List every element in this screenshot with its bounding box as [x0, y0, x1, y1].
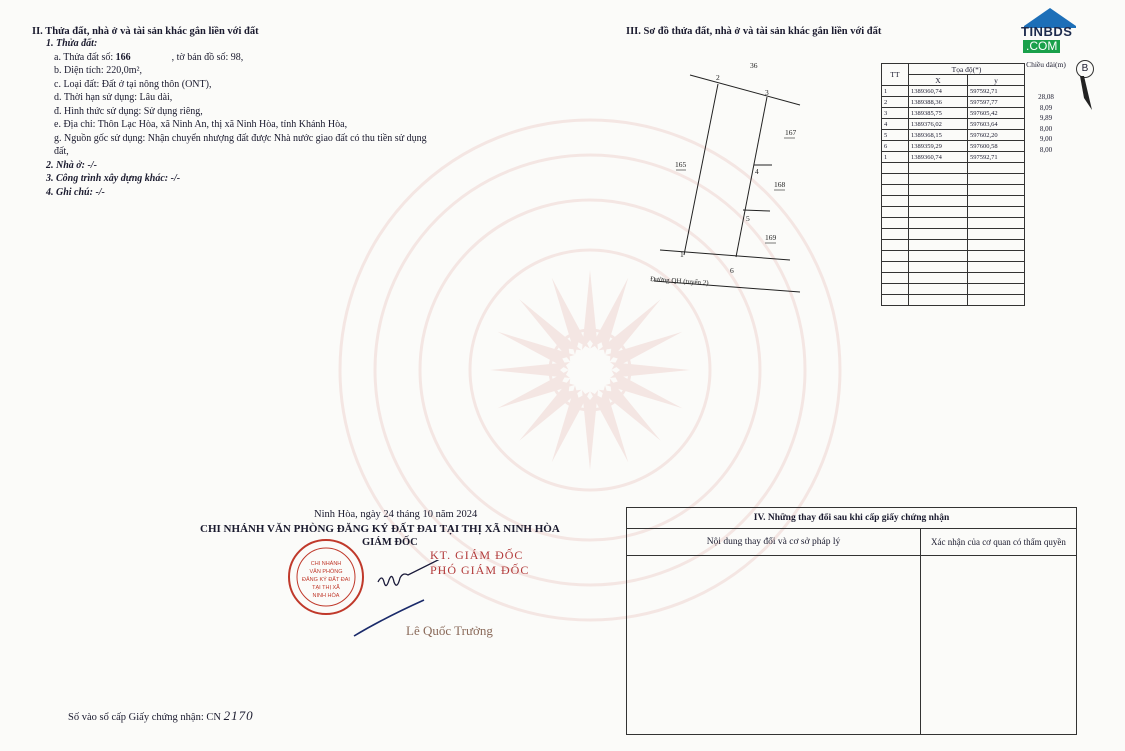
length-value: 9,89	[1039, 114, 1053, 122]
neighbor-label: 169	[765, 233, 777, 242]
neighbor-label: 168	[774, 180, 786, 189]
table-row: 1 1389360,74 597592,71	[882, 86, 1025, 97]
origin-line-cont: đất,	[54, 146, 69, 157]
changes-table	[626, 507, 1077, 735]
changes-content-cell	[627, 556, 921, 735]
table-row	[882, 273, 1025, 284]
notes-line: 4. Ghi chú: -/-	[46, 186, 105, 198]
table-row	[882, 196, 1025, 207]
registry-label: Số vào sổ cấp Giấy chứng nhận: CN	[68, 712, 221, 723]
table-row	[882, 251, 1025, 262]
table-row	[882, 262, 1025, 273]
table-row	[882, 207, 1025, 218]
director-title: GIÁM ĐỐC	[362, 537, 418, 548]
land-heading: 1. Thửa đất:	[46, 38, 98, 49]
term-line: d. Thời hạn sử dụng: Lâu dài,	[54, 92, 173, 103]
section-4-title: IV. Những thay đổi sau khi cấp giấy chứng nhận	[627, 508, 1077, 529]
length-value: 8,09	[1039, 103, 1053, 112]
point-label: 2	[716, 73, 720, 82]
deputy-director-stamp: PHÓ GIÁM ĐỐC	[430, 563, 530, 577]
road-label: Đường QH (tuyến 2)	[650, 275, 709, 288]
table-row	[882, 174, 1025, 185]
col-y: y	[968, 75, 1025, 86]
logo-domain: .COM	[1023, 40, 1060, 53]
parcel-number: 166	[115, 51, 131, 63]
registry-number: 2170	[223, 708, 254, 723]
table-row: 4 1389376,02 597603,64	[882, 119, 1025, 130]
parcel-sketch	[650, 60, 850, 300]
neighbor-label: 165	[675, 160, 687, 169]
table-row	[882, 295, 1025, 306]
changes-col-content: Nội dung thay đổi và cơ sở pháp lý	[627, 529, 921, 556]
coord-header: Tọa độ(*)	[909, 64, 1025, 75]
table-row: 2 1389388,36 597597,77	[882, 97, 1025, 108]
corner-arrow-icon	[1076, 76, 1096, 112]
neighbor-label: 36	[750, 61, 758, 70]
usage-form-line: đ. Hình thức sử dụng: Sử dụng riêng,	[54, 105, 203, 117]
length-value: 9,00	[1039, 135, 1053, 143]
col-x: X	[909, 75, 968, 86]
table-row	[882, 185, 1025, 196]
changes-col-confirm: Xác nhận của cơ quan có thẩm quyền	[920, 529, 1076, 556]
neighbor-label: 167	[785, 128, 797, 137]
table-row	[882, 229, 1025, 240]
col-tt: TT	[882, 64, 909, 86]
coordinate-table	[881, 63, 1025, 306]
point-label: 1	[680, 250, 684, 259]
length-value: 8,00	[1039, 124, 1053, 133]
place-date: Ninh Hòa, ngày 24 tháng 10 năm 2024	[314, 509, 478, 520]
origin-line: g. Nguồn gốc sử dụng: Nhận chuyển nhượng đất được Nhà nước giao đất có thu tiền sử dụng	[54, 132, 427, 144]
area-line: b. Diện tích: 220,0m²,	[54, 65, 142, 76]
table-row: 5 1389368,15 597602,20	[882, 130, 1025, 141]
other-works-line: 3. Công trình xây dựng khác: -/-	[46, 173, 181, 184]
point-label: 5	[746, 214, 750, 223]
stamp-text: CHI NHÁNH VĂN PHÒNG ĐĂNG KÝ ĐẤT ĐAI TẠI THỊ XÃ NINH HÒA	[302, 561, 350, 599]
table-row	[882, 240, 1025, 251]
table-row: 1 1389360,74 597592,71	[882, 152, 1025, 163]
signer-name: Lê Quốc Trưởng	[406, 623, 493, 638]
table-row	[882, 284, 1025, 295]
length-header: Chiều dài(m)	[1026, 60, 1066, 69]
section-3-title: III. Sơ đồ thửa đất, nhà ở và tài sản khác gắn liền với đất	[626, 26, 882, 37]
address-line: e. Địa chỉ: Thôn Lạc Hòa, xã Ninh An, thị xã Ninh Hòa, tỉnh Khánh Hòa,	[54, 119, 348, 130]
logo-text: TINBDS	[1021, 24, 1073, 39]
point-label: 4	[755, 167, 759, 176]
land-type-line: c. Loại đất: Đất ở tại nông thôn (ONT),	[54, 78, 212, 90]
corner-b-mark: B	[1076, 60, 1094, 78]
table-row	[882, 163, 1025, 174]
length-column	[1026, 60, 1066, 155]
acting-director-stamp: KT. GIÁM ĐỐC	[430, 548, 524, 562]
map-sheet: , tờ bản đồ số: 98,	[171, 51, 244, 63]
registry-number-line	[68, 709, 254, 725]
length-value: 8,00	[1039, 145, 1053, 154]
length-value: 28,08	[1038, 93, 1054, 101]
table-row: 6 1389359,29 597600,58	[882, 141, 1025, 152]
section-land-info	[32, 26, 552, 199]
section-2-title: II. Thửa đất, nhà ở và tài sản khác gắn liền với đất	[32, 26, 259, 37]
point-label: 3	[765, 88, 769, 97]
house-line: 2. Nhà ở: -/-	[46, 159, 97, 171]
issuing-office: CHI NHÁNH VĂN PHÒNG ĐĂNG KÝ ĐẤT ĐAI TẠI THỊ XÃ NINH HÒA	[200, 523, 560, 535]
table-row	[882, 218, 1025, 229]
parcel-prefix: a. Thửa đất số:	[54, 51, 114, 63]
table-row: 3 1389385,75 597605,42	[882, 108, 1025, 119]
changes-confirm-cell	[920, 556, 1076, 735]
parcel-line	[32, 51, 552, 65]
point-label: 6	[730, 266, 734, 275]
